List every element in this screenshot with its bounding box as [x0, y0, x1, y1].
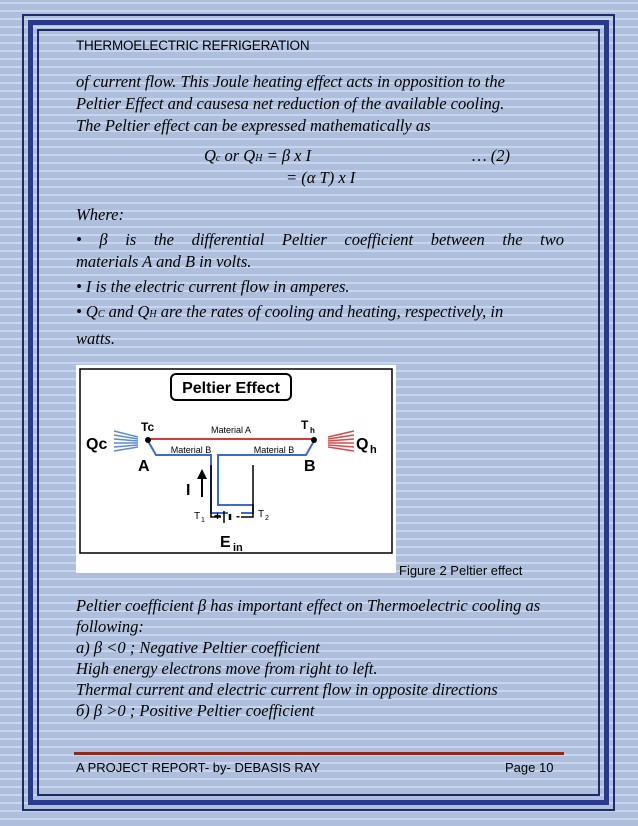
material-b-right-label: Material B	[253, 445, 295, 455]
paragraph-line: The Peltier effect can be expressed mathematically as	[76, 116, 431, 135]
qc-label: Qc	[86, 436, 108, 453]
paragraph-line: of current flow. This Joule heating effect acts in opposition to the	[76, 72, 505, 91]
bullet-3-sub-c: C	[97, 309, 105, 320]
paragraph-line: Peltier Effect and causesa net reduction of the available cooling.	[76, 94, 505, 113]
material-a-label: Material A	[210, 425, 252, 435]
paragraph-line: б) β >0 ; Positive Peltier coefficient	[76, 701, 315, 720]
equation-rhs: = β x I	[262, 146, 312, 165]
paragraph-line: following:	[76, 617, 144, 636]
header-title: THERMOELECTRIC REFRIGERATION	[76, 38, 310, 53]
bullet-3-post: are the rates of cooling and heating, respectively, in	[156, 302, 504, 321]
peltier-effect-figure	[76, 365, 396, 573]
footer-author: A PROJECT REPORT- by- DEBASIS RAY	[76, 760, 321, 775]
footer-page-number: Page 10	[505, 760, 554, 775]
current-label: I	[186, 482, 191, 499]
junction-a-label: A	[138, 458, 150, 475]
equation-qh-sub: H	[255, 153, 263, 164]
qh-sub-label: h	[370, 444, 377, 456]
t1-sub-label: 1	[201, 517, 205, 524]
paragraph-line: a) β <0 ; Negative Peltier coefficient	[76, 638, 320, 657]
where-bullet-2: • I is the electric current flow in amperes.	[76, 277, 350, 296]
t1-label: T	[194, 511, 201, 522]
paragraph-line: Peltier coefficient β has important effect on Thermoelectric cooling as	[76, 596, 541, 615]
th-label: T	[301, 418, 309, 432]
th-sub-label: h	[310, 426, 315, 435]
qh-label: Q	[356, 436, 369, 453]
battery-minus: -	[236, 509, 240, 523]
where-bullet-1: • β is the differential Peltier coefficient between the two	[76, 230, 564, 249]
bullet-3-pre: • Q	[76, 302, 98, 321]
equation-or: or Q	[220, 146, 256, 165]
equation-qc: Q	[204, 146, 216, 165]
diagram-title: Peltier Effect	[182, 380, 280, 397]
bullet-3-mid: and Q	[104, 302, 150, 321]
where-bullet-3-cont: watts.	[76, 329, 115, 348]
footer-rule	[74, 752, 564, 755]
bullet-3-sub-h: H	[149, 309, 157, 320]
peltier-diagram	[76, 365, 396, 573]
equation-line-1	[204, 146, 311, 169]
ein-label: E	[220, 534, 231, 551]
paragraph-line: Thermal current and electric current flow in opposite directions	[76, 680, 498, 699]
battery-plus: +	[214, 509, 222, 523]
equation-qc-sub: c	[215, 153, 221, 164]
t2-label: T	[258, 509, 265, 520]
tc-label: Tc	[141, 420, 155, 434]
t2-sub-label: 2	[265, 515, 269, 522]
junction-a-dot	[145, 437, 151, 443]
junction-b-dot	[311, 437, 317, 443]
material-b-left-label: Material B	[170, 445, 212, 455]
where-label: Where:	[76, 205, 124, 224]
where-bullet-3	[76, 302, 503, 325]
figure-caption: Figure 2 Peltier effect	[399, 563, 523, 578]
equation-number: … (2)	[472, 146, 511, 165]
where-bullet-1-cont: materials A and B in volts.	[76, 252, 252, 271]
ein-sub-label: in	[233, 542, 243, 554]
paragraph-line: High energy electrons move from right to left.	[76, 659, 378, 678]
junction-b-label: B	[304, 458, 316, 475]
equation-line-2: = (α T) x I	[286, 168, 356, 187]
